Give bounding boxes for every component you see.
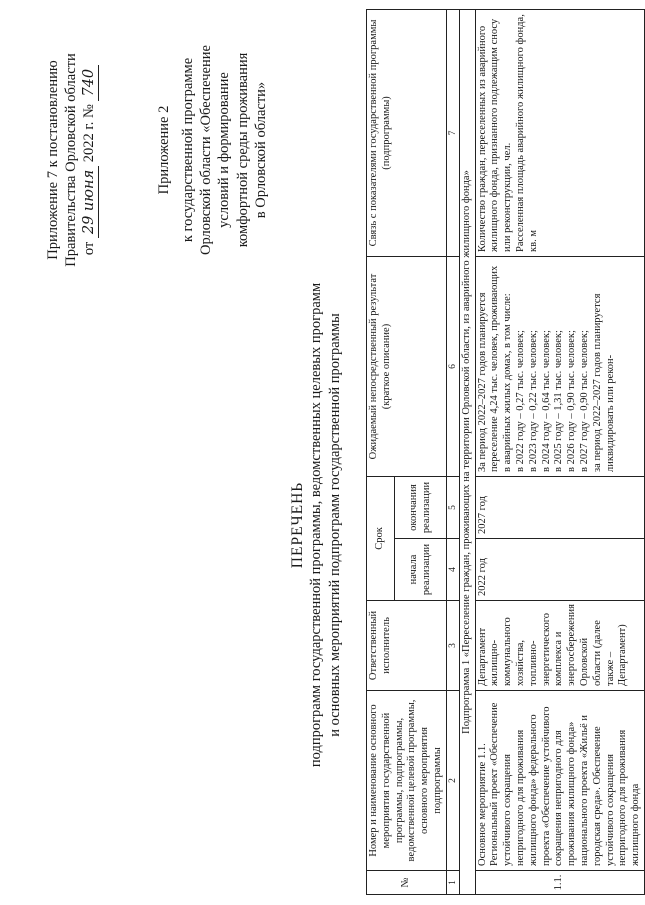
- appendix-2-line-1: Приложение 2: [156, 105, 172, 195]
- appendix-2-line-3: Орловской области «Обеспечение: [198, 45, 215, 255]
- column-number: 2: [446, 691, 459, 871]
- result-year: в 2022 году – 0,27 тыс. человек;: [514, 330, 526, 472]
- title-line-2: подпрограмм государственной программы, ведомственных целевых программ: [308, 282, 325, 768]
- appendix-7-line-1: Приложение 7 к постановлению: [45, 60, 61, 260]
- header-result: Ожидаемый непосредственный результат (краткое описание): [367, 256, 447, 476]
- row-link: [475, 9, 644, 256]
- appendix-7-header: [44, 25, 99, 295]
- appendix-2-line-5: комфортной среды проживания: [234, 52, 251, 248]
- appendix-2-header: [155, 15, 270, 285]
- link-indicator-2: Расселенная площадь аварийного жилищного фонда, кв. м: [514, 14, 539, 252]
- table-row: [475, 9, 644, 894]
- title-line-3: и основных мероприятий подпрограмм государственной программы: [326, 313, 343, 737]
- row-start: 2022 год: [475, 539, 644, 601]
- document-title: [288, 235, 344, 815]
- header-term-start: начала реализации: [395, 539, 446, 601]
- result-year: в 2027 году – 0,90 тыс. человек;: [578, 330, 590, 472]
- column-number: 6: [446, 256, 459, 476]
- handwritten-number: 740: [80, 65, 99, 101]
- appendix-7-prefix: от: [81, 241, 98, 256]
- row-end: 2027 год: [475, 476, 644, 538]
- link-indicator-1: Количество граждан, переселенных из аварийного жилищного фонда, признанного подлежащим сносу или реконструкции, чел.: [476, 18, 514, 252]
- column-number-row: [446, 9, 459, 894]
- subprogram-title: Подпрограмма 1 «Переселение граждан, проживающих на территории Орловской области, из аварийного жилищного фонда»: [459, 9, 475, 894]
- result-year: в 2026 году – 0,90 тыс. человек;: [566, 330, 578, 472]
- row-number: 1.1.: [475, 871, 644, 895]
- measures-table: [366, 9, 645, 895]
- header-term: Срок: [367, 476, 395, 600]
- header-no: №: [367, 871, 447, 895]
- result-intro: За период 2022–2027 годов планируется переселение 4,24 тыс. человек, проживающих в аварийных жилых домах, в том числе:: [476, 265, 514, 472]
- title-line-1: ПЕРЕЧЕНЬ: [289, 481, 306, 569]
- header-executor: Ответственный исполнитель: [367, 601, 447, 691]
- column-number: 1: [446, 871, 459, 895]
- appendix-7-year: 2022 г. №: [81, 104, 98, 163]
- row-executor: Департамент жилищно-коммунального хозяйства, топливно-энергетического комплекса и энергосбережения Орловской области (далее также – Департамент): [475, 601, 644, 691]
- appendix-7-line-3: [80, 25, 99, 295]
- column-number: 7: [446, 9, 459, 256]
- handwritten-date: 29 июня: [80, 166, 99, 238]
- appendix-2-line-2: к государственной программе: [180, 57, 197, 243]
- header-link: Связь с показателями государственной программы (подпрограммы): [367, 9, 447, 256]
- column-number: 5: [446, 476, 459, 538]
- appendix-2-line-6: в Орловской области»: [252, 81, 269, 219]
- appendix-2-line-4: условий и формирование: [216, 72, 233, 228]
- header-name: Номер и наименование основного мероприятия государственной программы, подпрограммы, ведомственной целевой программы, основного мероприятия подпрограммы: [367, 691, 447, 871]
- column-number: 4: [446, 539, 459, 601]
- result-tail: за период 2022–2027 годов планируется ликвидировать или рекон-: [591, 293, 616, 472]
- appendix-7-line-2: Правительства Орловской области: [63, 53, 80, 267]
- row-result: [475, 256, 644, 476]
- result-year: в 2023 году – 0,22 тыс. человек;: [527, 330, 539, 472]
- result-year: в 2025 году – 1,31 тыс. человек;: [553, 330, 565, 472]
- subprogram-row: [459, 9, 475, 894]
- column-number: 3: [446, 601, 459, 691]
- header-term-end: окончания реализации: [395, 476, 446, 538]
- result-year: в 2024 году – 0,64 тыс. человек;: [540, 330, 552, 472]
- row-name: Основное мероприятие 1.1. Региональный проект «Обеспечение устойчивого сокращения непригодного для проживания жилищного фонда» федерального проекта «Обеспечение устойчивого сокращения непригодного для проживания жилищного фонда» национального проекта «Жильё и городская среда». Обеспечение устойчивого сокращения непригодного для проживания жилищного фонда: [475, 691, 644, 871]
- table-header-row: [367, 9, 395, 894]
